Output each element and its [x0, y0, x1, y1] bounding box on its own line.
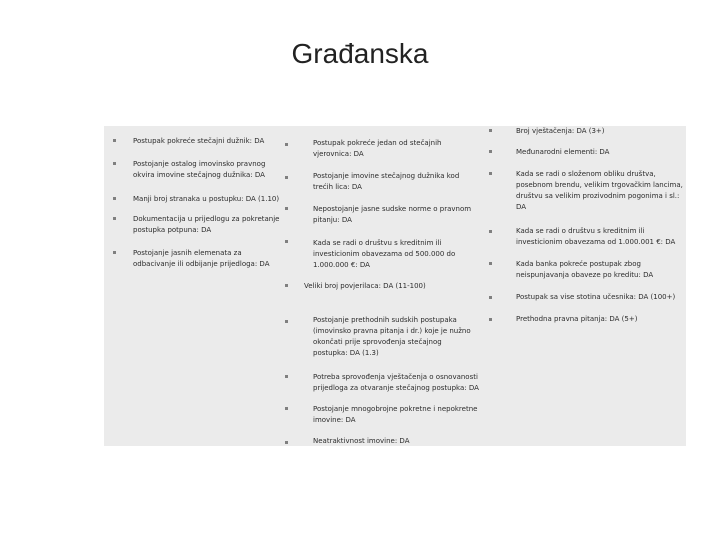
bullet-marker: [489, 262, 492, 265]
slide-title: Građanska: [291, 38, 429, 69]
list-item: [133, 214, 283, 236]
list-item-text: Međunarodni elementi: DA: [516, 148, 610, 156]
list-item-text: Nepostojanje jasne sudske norme o pravnom pitanju: DA: [313, 205, 472, 224]
list-item: [133, 248, 283, 270]
list-item-text: Postojanje mnogobrojne pokretne i nepokretne imovine: DA: [313, 405, 478, 424]
list-item-text: Veliki broj povjerilaca: DA (11-100): [304, 282, 426, 290]
bullet-marker: [113, 251, 116, 254]
list-item: [516, 292, 684, 303]
list-item: [516, 126, 684, 137]
list-item: [313, 238, 478, 271]
list-item: [516, 259, 684, 281]
bullet-marker: [489, 129, 492, 132]
content-panel: [104, 126, 686, 446]
list-item-text: Kada banka pokreće postupak zbog neispunjavanja obaveze po kreditu: DA: [516, 260, 654, 279]
list-item-text: Postojanje ostalog imovinsko pravnog okvira imovine stečajnog dužnika: DA: [133, 160, 266, 179]
list-item-text: Prethodna pravna pitanja: DA (5+): [516, 315, 638, 323]
bullet-marker: [285, 143, 288, 146]
list-item-text: Postojanje prethodnih sudskih postupaka (imovinsko pravna pitanja i dr.) koje je nužno okončati prije sprovođenja stečajnog postupka: DA (1.3): [313, 316, 471, 357]
list-item-text: Postupak sa vise stotina učesnika: DA (100+): [516, 293, 676, 301]
bullet-marker: [285, 407, 288, 410]
list-item: [313, 404, 483, 426]
bullet-marker: [489, 296, 492, 299]
list-item-text: Postojanje imovine stečajnog dužnika kod trećih lica: DA: [313, 172, 460, 191]
bullet-marker: [489, 318, 492, 321]
bullet-marker: [285, 207, 288, 210]
list-item-text: Manji broj stranaka u postupku: DA (1.10): [133, 195, 280, 203]
bullet-marker: [285, 176, 288, 179]
list-item-text: Dokumentacija u prijedlogu za pokretanje postupka potpuna: DA: [133, 215, 280, 234]
bullet-marker: [285, 284, 288, 287]
list-item-text: Postupak pokreće jedan od stečajnih vjerovnica: DA: [313, 139, 442, 158]
list-item: [133, 194, 283, 205]
list-item: [313, 436, 483, 447]
list-item-text: Kada se radi o društvu s kreditnim ili investicionim obavezama od 1.000.001 €: DA: [516, 227, 676, 246]
list-item: [304, 281, 474, 292]
list-item: [133, 136, 278, 147]
list-item: [313, 315, 478, 359]
list-item-text: Kada se radi o složenom obliku društva, posebnom brendu, velikim trgovačkim lancima, društvu sa velikim prozivodnim pogonima i sl.: DA: [516, 170, 683, 211]
list-item-text: Broj vještačenja: DA (3+): [516, 127, 605, 135]
list-item: [516, 147, 684, 158]
list-item: [313, 171, 478, 193]
list-item-text: Kada se radi o društvu s kreditnim ili investicionim obavezama od 500.000 do 1.000.000 €: DA: [313, 239, 456, 269]
list-item: [313, 372, 483, 394]
bullet-marker: [285, 375, 288, 378]
list-item-text: Neatraktivnost imovine: DA: [313, 437, 410, 445]
list-item-text: Potreba sprovođenja vještačenja o osnovanosti prijedloga za otvaranje stečajnog postupka: DA: [313, 373, 479, 392]
bullet-marker: [113, 139, 116, 142]
list-item: [516, 226, 684, 248]
bullet-marker: [113, 217, 116, 220]
bullet-marker: [113, 197, 116, 200]
list-item: [516, 169, 684, 213]
bullet-marker: [285, 240, 288, 243]
bullet-marker: [489, 230, 492, 233]
list-item-text: Postupak pokreće stečajni dužnik: DA: [133, 137, 265, 145]
list-item: [313, 138, 478, 160]
bullet-marker: [489, 150, 492, 153]
list-item-text: Postojanje jasnih elemenata za odbacivanje ili odbijanje prijedloga: DA: [133, 249, 270, 268]
bullet-marker: [285, 441, 288, 444]
bullet-marker: [489, 172, 492, 175]
list-item: [313, 204, 478, 226]
bullet-marker: [285, 320, 288, 323]
list-item: [516, 314, 684, 325]
bullet-marker: [113, 162, 116, 165]
list-item: [133, 159, 283, 181]
